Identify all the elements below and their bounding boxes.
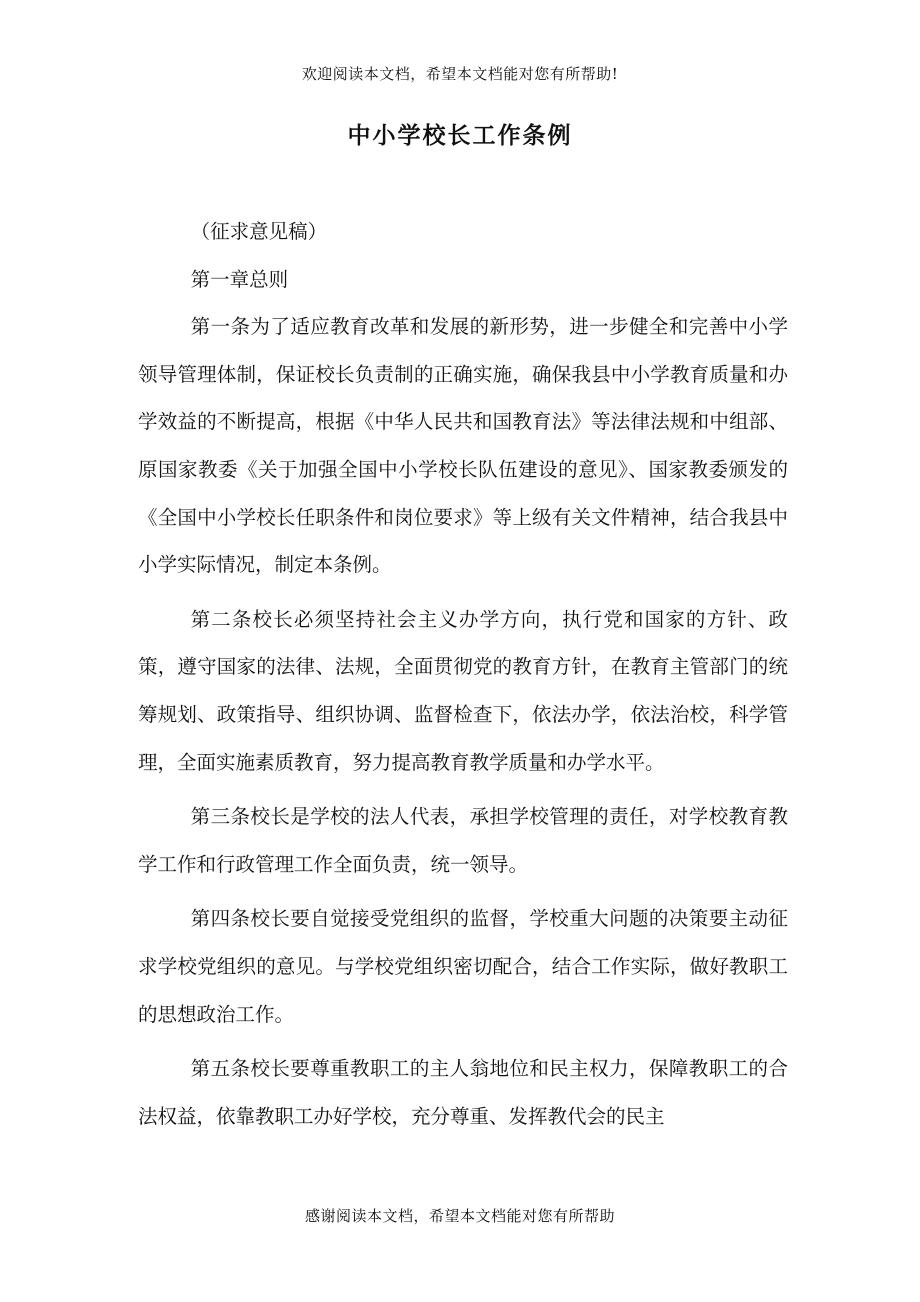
article-5: 第五条校长要尊重教职工的主人翁地位和民主权力，保障教职工的合法权益，依靠教职工办好学校，充分尊重、发挥教代会的民主 <box>138 1057 788 1128</box>
document-title: 中小学校长工作条例 <box>347 122 573 149</box>
chapter-heading: 第一章总则 <box>190 267 289 291</box>
article-4: 第四条校长要自觉接受党组织的监督，学校重大问题的决策要主动征求学校党组织的意见。与学校党组织密切配合，结合工作实际，做好教职工的思想政治工作。 <box>138 907 788 1026</box>
draft-subtitle: （征求意见稿） <box>190 220 328 243</box>
article-2: 第二条校长必须坚持社会主义办学方向，执行党和国家的方针、政策，遵守国家的法律、法规，全面贯彻党的教育方针，在教育主管部门的统筹规划、政策指导、组织协调、监督检查下，依法办学，依法治校，科学管理，全面实施素质教育，努力提高教育教学质量和办学水平。 <box>138 607 788 774</box>
article-1: 第一条为了适应教育改革和发展的新形势，进一步健全和完善中小学领导管理体制，保证校长负责制的正确实施，确保我县中小学教育质量和办学效益的不断提高，根据《中华人民共和国教育法》等法律法规和中组部、原国家教委《关于加强全国中小学校长队伍建设的意见》、国家教委颁发的《全国中小学校长任职条件和岗位要求》等上级有关文件精神，结合我县中小学实际情况，制定本条例。 <box>138 315 788 577</box>
header-note: 欢迎阅读本文档，希望本文档能对您有所帮助! <box>301 65 619 83</box>
article-3: 第三条校长是学校的法人代表，承担学校管理的责任，对学校教育教学工作和行政管理工作全面负责，统一领导。 <box>138 805 788 876</box>
document-body <box>138 208 788 1140</box>
footer-note: 感谢阅读本文档，希望本文档能对您有所帮助 <box>304 1207 615 1225</box>
